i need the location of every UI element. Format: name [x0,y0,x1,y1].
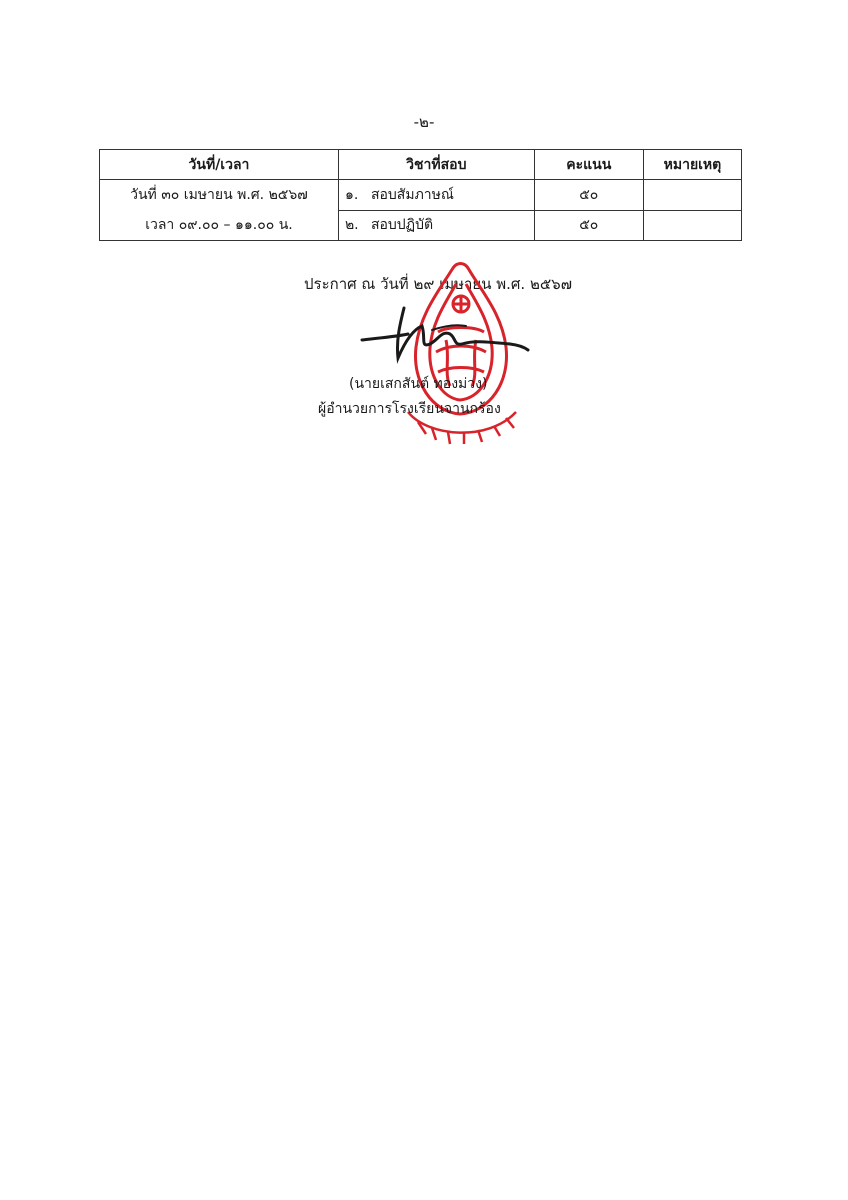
subject-cell [338,210,534,241]
subject-number: ๒. [344,217,359,234]
page-number: -๒- [413,113,435,131]
subject-name: สอบสัมภาษณ์ [370,186,454,203]
subject-number: ๑. [344,186,359,203]
table-header-row [100,150,742,180]
exam-date: วันที่ ๓๐ เมษายน พ.ศ. ๒๕๖๗ [130,187,308,203]
header-date-time: วันที่/เวลา [100,150,339,180]
exam-time: เวลา ๐๙.๐๐ – ๑๑.๐๐ น. [145,217,293,233]
subject-cell [338,180,534,211]
score-cell: ๕๐ [534,180,643,211]
header-remark: หมายเหตุ [643,150,741,180]
header-score: คะแนน [534,150,643,180]
score-cell: ๕๐ [534,210,643,241]
exam-date-cell [100,180,339,241]
remark-cell [643,180,741,211]
announcement-date: ประกาศ ณ วันที่ ๒๙ เมษายน พ.ศ. ๒๕๖๗ [304,275,572,293]
signer-name: (นายเสกสันต์ ทองม่วง) [349,376,488,392]
subject-name: สอบปฏิบัติ [370,217,434,234]
signature-icon [360,300,530,370]
signer-title: ผู้อำนวยการโรงเรียนจานกร้อง [318,401,501,417]
remark-cell [643,210,741,241]
exam-schedule-table [99,149,742,241]
header-subject: วิชาที่สอบ [338,150,534,180]
table-row [100,180,742,211]
